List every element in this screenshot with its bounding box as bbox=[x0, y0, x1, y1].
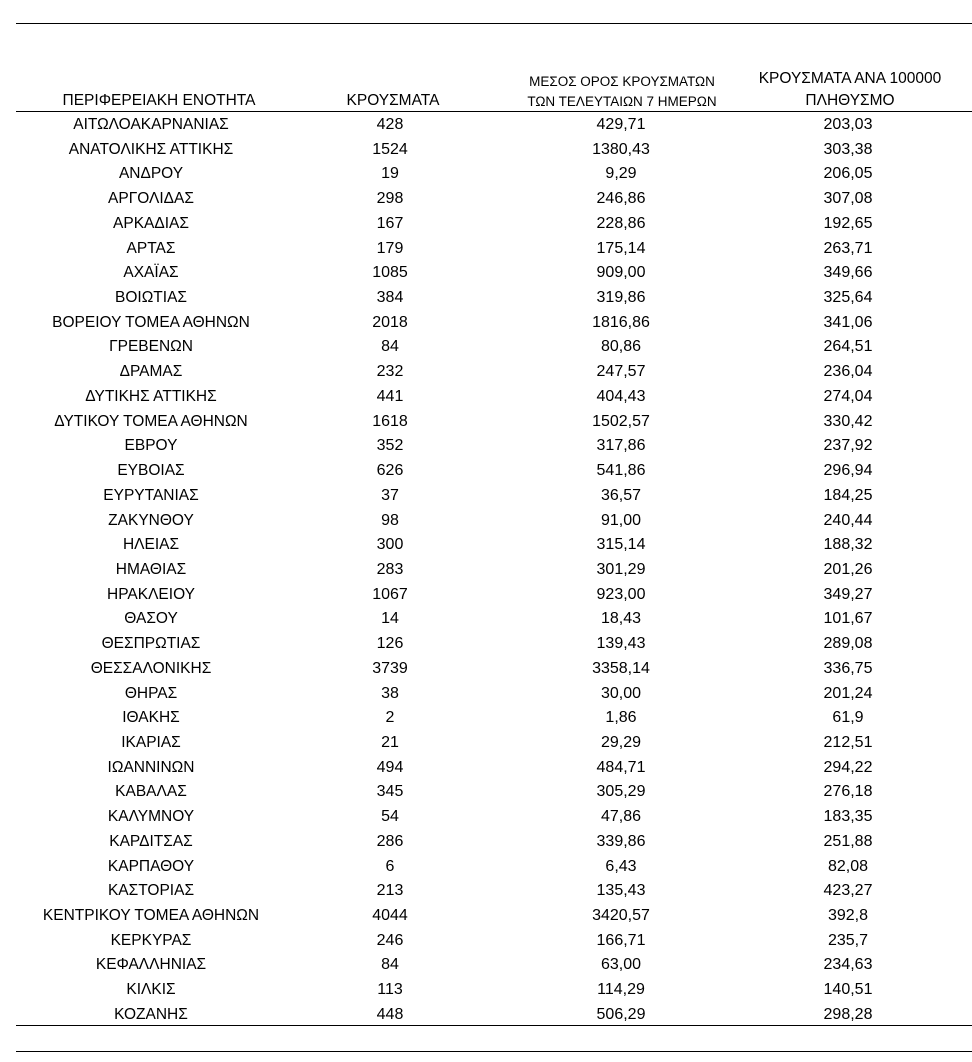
average-cell: 317,86 bbox=[596, 437, 646, 455]
cases-cell: 126 bbox=[376, 635, 404, 653]
per-100000-cell: 184,25 bbox=[823, 486, 873, 504]
average-cell: 246,86 bbox=[596, 190, 646, 208]
per-100000-cell: 298,28 bbox=[823, 1005, 873, 1023]
region-cell: ΙΚΑΡΙΑΣ bbox=[121, 733, 181, 751]
region-cell: ΚΑΣΤΟΡΙΑΣ bbox=[107, 882, 195, 900]
cases-cell: 4044 bbox=[372, 907, 408, 924]
average-cell: 923,00 bbox=[596, 585, 646, 603]
average-cell: 30,00 bbox=[600, 684, 642, 702]
per-100000-cell: 236,04 bbox=[823, 363, 873, 381]
average-cell: 36,57 bbox=[600, 486, 642, 504]
header-7day-average bbox=[492, 72, 752, 112]
cases-cell: 1085 bbox=[372, 264, 408, 282]
region-cell: ΚΕΡΚΥΡΑΣ bbox=[110, 931, 192, 949]
cases-cell: 448 bbox=[376, 1005, 404, 1023]
per-100000-cell: 294,22 bbox=[823, 758, 873, 776]
cases-cell: 494 bbox=[376, 758, 404, 776]
per-100000-cell: 201,26 bbox=[823, 560, 873, 578]
average-cell: 319,86 bbox=[596, 289, 646, 307]
per-100000-cell: 192,65 bbox=[823, 214, 873, 232]
cases-cell: 1524 bbox=[372, 140, 408, 158]
table-row bbox=[16, 904, 972, 929]
region-cell: ΙΩΑΝΝΙΝΩΝ bbox=[107, 758, 195, 776]
table-row bbox=[16, 978, 972, 1003]
average-cell: 305,29 bbox=[596, 783, 646, 801]
per-100000-cell: 212,51 bbox=[823, 733, 873, 751]
cases-cell: 352 bbox=[376, 437, 404, 455]
table-row bbox=[16, 311, 972, 336]
per-100000-cell: 392,8 bbox=[827, 907, 869, 924]
average-cell: 429,71 bbox=[596, 116, 646, 133]
cases-cell: 98 bbox=[381, 511, 399, 529]
table-row bbox=[16, 706, 972, 731]
region-cell: ΚΑΛΥΜΝΟΥ bbox=[107, 808, 195, 826]
per-100000-cell: 82,08 bbox=[827, 857, 869, 875]
per-100000-cell: 61,9 bbox=[832, 709, 864, 727]
per-100000-cell: 264,51 bbox=[823, 338, 873, 356]
table-row bbox=[16, 385, 972, 410]
table-row bbox=[16, 533, 972, 558]
header-region: ΠΕΡΙΦΕΡΕΙΑΚΗ ΕΝΟΤΗΤΑ bbox=[62, 92, 256, 109]
average-cell: 1,86 bbox=[605, 709, 637, 727]
region-cell: ΑΡΤΑΣ bbox=[126, 239, 176, 257]
bottom-rule bbox=[16, 1025, 972, 1026]
cases-cell: 428 bbox=[376, 116, 404, 133]
cases-cell: 21 bbox=[381, 733, 399, 751]
region-cell: ΑΡΚΑΔΙΑΣ bbox=[113, 214, 189, 232]
footer-rule bbox=[16, 1051, 972, 1052]
per-100000-cell: 263,71 bbox=[823, 239, 873, 257]
table-row bbox=[16, 657, 972, 682]
cases-cell: 626 bbox=[376, 462, 404, 480]
average-cell: 91,00 bbox=[600, 511, 642, 529]
per-100000-cell: 203,03 bbox=[823, 116, 873, 133]
average-cell: 3420,57 bbox=[592, 907, 650, 924]
header-7day-average-line1: ΜΕΣΟΣ ΟΡΟΣ ΚΡΟΥΣΜΑΤΩΝ bbox=[529, 74, 715, 89]
top-rule bbox=[16, 23, 972, 24]
table-row bbox=[16, 459, 972, 484]
per-100000-cell: 237,92 bbox=[823, 437, 873, 455]
per-100000-cell: 240,44 bbox=[823, 511, 873, 529]
header-7day-average-line2: ΤΩΝ ΤΕΛΕΥΤΑΙΩΝ 7 ΗΜΕΡΩΝ bbox=[527, 94, 717, 109]
cases-cell: 84 bbox=[381, 956, 399, 974]
table-row bbox=[16, 805, 972, 830]
per-100000-cell: 276,18 bbox=[823, 783, 873, 801]
table-row bbox=[16, 780, 972, 805]
per-100000-cell: 325,64 bbox=[823, 289, 873, 307]
table-row bbox=[16, 929, 972, 954]
average-cell: 135,43 bbox=[596, 882, 646, 900]
table-row bbox=[16, 731, 972, 756]
average-cell: 1816,86 bbox=[592, 313, 650, 331]
average-cell: 47,86 bbox=[600, 808, 642, 826]
region-cell: ΚΟΖΑΝΗΣ bbox=[114, 1005, 188, 1023]
cases-cell: 384 bbox=[376, 289, 404, 307]
per-100000-cell: 423,27 bbox=[823, 882, 873, 900]
region-cell: ΒΟΡΕΙΟΥ ΤΟΜΕΑ ΑΘΗΝΩΝ bbox=[52, 313, 250, 331]
per-100000-cell: 336,75 bbox=[823, 659, 873, 677]
region-cell: ΔΥΤΙΚΗΣ ΑΤΤΙΚΗΣ bbox=[85, 387, 217, 405]
per-100000-cell: 206,05 bbox=[823, 165, 873, 183]
table-row bbox=[16, 360, 972, 385]
header-cases-per-100000-line1: ΚΡΟΥΣΜΑΤΑ ΑΝΑ 100000 bbox=[758, 70, 942, 87]
average-cell: 1380,43 bbox=[592, 140, 650, 158]
table-row bbox=[16, 682, 972, 707]
cases-cell: 345 bbox=[376, 783, 404, 801]
table-row bbox=[16, 113, 972, 138]
average-cell: 63,00 bbox=[600, 956, 642, 974]
per-100000-cell: 234,63 bbox=[823, 956, 873, 974]
cases-cell: 2018 bbox=[372, 313, 408, 331]
region-cell: ΗΛΕΙΑΣ bbox=[122, 536, 180, 554]
region-cell: ΑΧΑΪΑΣ bbox=[123, 264, 179, 282]
header-cases: ΚΡΟΥΣΜΑΤΑ bbox=[346, 92, 440, 109]
region-cell: ΕΥΒΟΙΑΣ bbox=[117, 462, 185, 480]
average-cell: 404,43 bbox=[596, 387, 646, 405]
region-cell: ΑΝΑΤΟΛΙΚΗΣ ΑΤΤΙΚΗΣ bbox=[68, 140, 234, 158]
header-cases-per-100000-line2: ΠΛΗΘΥΣΜΟ bbox=[805, 92, 895, 109]
cases-cell: 14 bbox=[381, 610, 399, 628]
region-cell: ΗΡΑΚΛΕΙΟΥ bbox=[107, 585, 195, 603]
per-100000-cell: 289,08 bbox=[823, 635, 873, 653]
cases-cell: 1618 bbox=[372, 412, 408, 430]
table-row bbox=[16, 607, 972, 632]
table-row bbox=[16, 410, 972, 435]
table-row bbox=[16, 261, 972, 286]
average-cell: 484,71 bbox=[596, 758, 646, 776]
cases-cell: 298 bbox=[376, 190, 404, 208]
average-cell: 166,71 bbox=[596, 931, 646, 949]
average-cell: 3358,14 bbox=[592, 659, 650, 677]
cases-cell: 54 bbox=[381, 808, 399, 826]
region-cell: ΘΗΡΑΣ bbox=[124, 684, 178, 702]
table-row bbox=[16, 509, 972, 534]
per-100000-cell: 349,27 bbox=[823, 585, 873, 603]
table-row bbox=[16, 830, 972, 855]
per-100000-cell: 296,94 bbox=[823, 462, 873, 480]
table-row bbox=[16, 632, 972, 657]
table-row bbox=[16, 187, 972, 212]
cases-cell: 441 bbox=[376, 387, 404, 405]
cases-cell: 167 bbox=[376, 214, 404, 232]
table-row bbox=[16, 558, 972, 583]
per-100000-cell: 188,32 bbox=[823, 536, 873, 554]
per-100000-cell: 201,24 bbox=[823, 684, 873, 702]
region-cell: ΘΑΣΟΥ bbox=[124, 610, 178, 628]
per-100000-cell: 251,88 bbox=[823, 832, 873, 850]
region-cell: ΚΑΡΠΑΘΟΥ bbox=[107, 857, 195, 875]
average-cell: 541,86 bbox=[596, 462, 646, 480]
average-cell: 506,29 bbox=[596, 1005, 646, 1023]
per-100000-cell: 307,08 bbox=[823, 190, 873, 208]
cases-cell: 113 bbox=[377, 981, 403, 999]
average-cell: 909,00 bbox=[596, 264, 646, 282]
header-rule bbox=[16, 111, 972, 112]
region-cell: ΔΥΤΙΚΟΥ ΤΟΜΕΑ ΑΘΗΝΩΝ bbox=[54, 412, 248, 430]
cases-cell: 3739 bbox=[372, 659, 408, 677]
per-100000-cell: 341,06 bbox=[823, 313, 873, 331]
region-cell: ΕΒΡΟΥ bbox=[124, 437, 178, 455]
cases-cell: 6 bbox=[385, 857, 395, 875]
table-row bbox=[16, 583, 972, 608]
average-cell: 9,29 bbox=[605, 165, 637, 183]
average-cell: 339,86 bbox=[596, 832, 646, 850]
region-cell: ΚΑΡΔΙΤΣΑΣ bbox=[109, 832, 193, 850]
table-row bbox=[16, 434, 972, 459]
cases-cell: 283 bbox=[376, 560, 404, 578]
region-cell: ΗΜΑΘΙΑΣ bbox=[115, 560, 187, 578]
cases-cell: 232 bbox=[376, 363, 404, 381]
per-100000-cell: 183,35 bbox=[823, 808, 873, 826]
average-cell: 247,57 bbox=[596, 363, 646, 381]
table-row bbox=[16, 484, 972, 509]
table-row bbox=[16, 138, 972, 163]
region-cell: ΚΑΒΑΛΑΣ bbox=[115, 783, 187, 801]
cases-cell: 179 bbox=[376, 239, 404, 257]
per-100000-cell: 349,66 bbox=[823, 264, 873, 282]
cases-cell: 1067 bbox=[372, 585, 408, 603]
average-cell: 315,14 bbox=[596, 536, 646, 554]
region-cell: ΑΝΔΡΟΥ bbox=[118, 165, 184, 183]
region-cell: ΘΕΣΣΑΛΟΝΙΚΗΣ bbox=[90, 659, 212, 677]
table-row bbox=[16, 879, 972, 904]
table-row bbox=[16, 1003, 972, 1028]
region-cell: ΑΙΤΩΛΟΑΚΑΡΝΑΝΙΑΣ bbox=[73, 116, 229, 133]
average-cell: 175,14 bbox=[596, 239, 646, 257]
table-row bbox=[16, 756, 972, 781]
region-cell: ΔΡΑΜΑΣ bbox=[119, 363, 183, 381]
cases-cell: 2 bbox=[385, 709, 395, 727]
region-cell: ΑΡΓΟΛΙΔΑΣ bbox=[108, 190, 194, 208]
region-cell: ΒΟΙΩΤΙΑΣ bbox=[115, 289, 187, 307]
table-row bbox=[16, 237, 972, 262]
average-cell: 80,86 bbox=[600, 338, 642, 356]
average-cell: 18,43 bbox=[600, 610, 642, 628]
cases-cell: 300 bbox=[376, 536, 404, 554]
average-cell: 114,29 bbox=[597, 981, 645, 999]
region-cell: ΚΕΦΑΛΛΗΝΙΑΣ bbox=[95, 956, 207, 974]
table-row bbox=[16, 953, 972, 978]
region-cell: ΓΡΕΒΕΝΩΝ bbox=[109, 338, 193, 356]
region-cell: ΘΕΣΠΡΩΤΙΑΣ bbox=[101, 635, 201, 653]
per-100000-cell: 140,51 bbox=[823, 981, 873, 999]
region-cell: ΙΘΑΚΗΣ bbox=[122, 709, 180, 727]
per-100000-cell: 101,67 bbox=[823, 610, 873, 628]
average-cell: 139,43 bbox=[596, 635, 646, 653]
table-row bbox=[16, 212, 972, 237]
average-cell: 1502,57 bbox=[592, 412, 650, 430]
cases-cell: 37 bbox=[381, 486, 399, 504]
per-100000-cell: 235,7 bbox=[827, 931, 869, 949]
per-100000-cell: 330,42 bbox=[823, 412, 873, 430]
average-cell: 6,43 bbox=[605, 857, 637, 875]
per-100000-cell: 274,04 bbox=[823, 387, 873, 405]
table-row bbox=[16, 335, 972, 360]
table-row bbox=[16, 162, 972, 187]
per-100000-cell: 303,38 bbox=[823, 140, 873, 158]
average-cell: 301,29 bbox=[596, 560, 646, 578]
average-cell: 29,29 bbox=[600, 733, 642, 751]
cases-cell: 213 bbox=[376, 882, 404, 900]
table-row bbox=[16, 286, 972, 311]
average-cell: 228,86 bbox=[596, 214, 646, 232]
cases-cell: 246 bbox=[376, 931, 404, 949]
region-cell: ΚΙΛΚΙΣ bbox=[126, 981, 176, 999]
region-cell: ΚΕΝΤΡΙΚΟΥ ΤΟΜΕΑ ΑΘΗΝΩΝ bbox=[42, 907, 260, 924]
cases-cell: 84 bbox=[381, 338, 399, 356]
header-cases-per-100000 bbox=[730, 68, 970, 112]
cases-cell: 286 bbox=[376, 832, 404, 850]
region-cell: ΖΑΚΥΝΘΟΥ bbox=[108, 511, 194, 529]
cases-cell: 38 bbox=[381, 684, 399, 702]
region-cell: ΕΥΡΥΤΑΝΙΑΣ bbox=[103, 486, 199, 504]
table-body bbox=[16, 113, 972, 1028]
cases-cell: 19 bbox=[381, 165, 399, 183]
table-row bbox=[16, 855, 972, 880]
